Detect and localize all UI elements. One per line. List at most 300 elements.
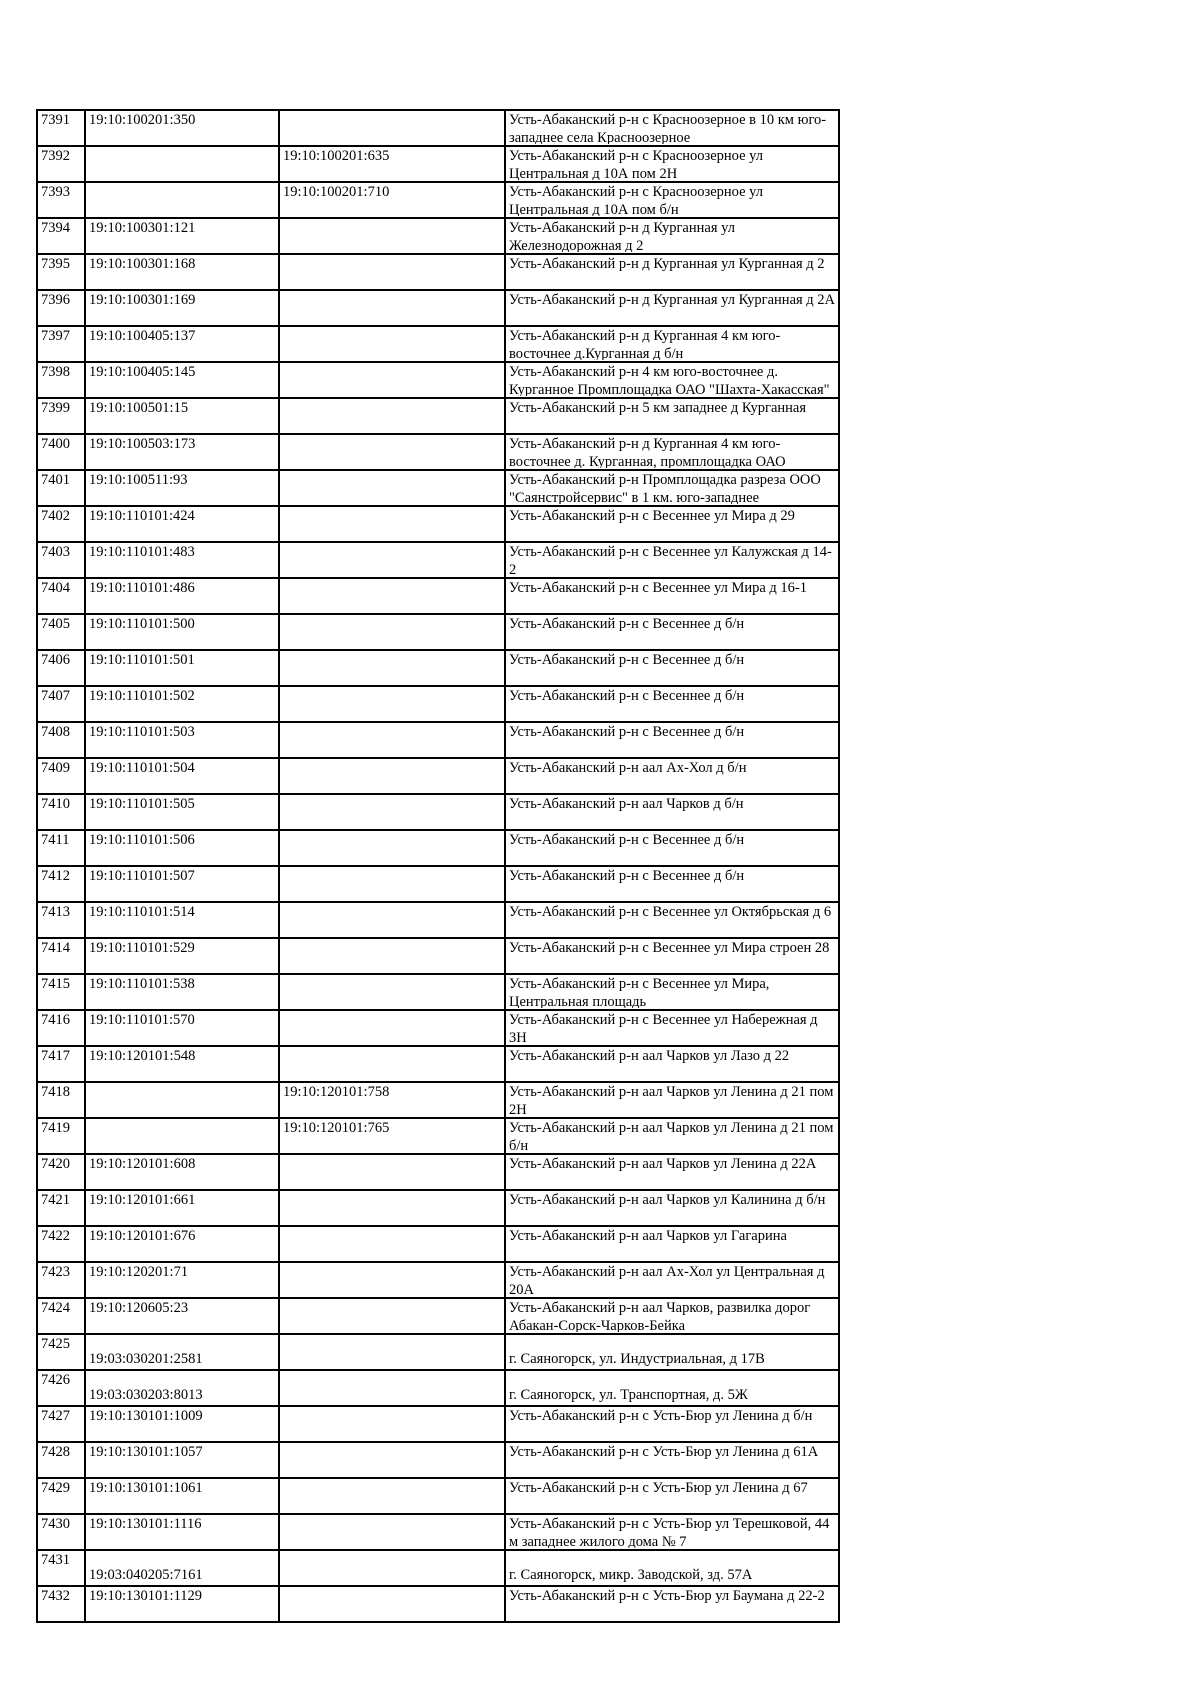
address-text: Усть-Абаканский р-н аал Чарков ул Ленина д 21 пом 2Н: [509, 1084, 834, 1116]
cadastral-number-cell: [85, 434, 279, 470]
address-cell: [505, 794, 839, 830]
cadastral-number: 19:10:110101:501: [89, 652, 195, 668]
cadastral-number: 19:10:130101:1057: [89, 1444, 203, 1460]
address-cell: [505, 1226, 839, 1262]
cadastral-number: 19:10:100201:350: [89, 112, 196, 128]
cadastral-number-cell: [85, 1154, 279, 1190]
premises-cadastral-number-cell: [279, 218, 505, 254]
premises-cadastral-number-cell: [279, 362, 505, 398]
premises-cadastral-number-cell: [279, 938, 505, 974]
address-cell: [505, 326, 839, 362]
row-number: 7401: [41, 472, 70, 488]
cadastral-number-cell: [85, 542, 279, 578]
row-number: 7430: [41, 1516, 70, 1532]
table-row: [37, 1514, 839, 1550]
premises-cadastral-number-cell: [279, 578, 505, 614]
table-row: [37, 578, 839, 614]
row-number-cell: [37, 1406, 85, 1442]
address-cell: [505, 506, 839, 542]
cadastral-number-cell: [85, 254, 279, 290]
row-number-cell: [37, 398, 85, 434]
row-number: 7432: [41, 1588, 70, 1604]
address-cell: [505, 1514, 839, 1550]
address-text: Усть-Абаканский р-н с Весеннее д б/н: [509, 868, 745, 884]
premises-cadastral-number-cell: [279, 866, 505, 902]
cadastral-number-cell: [85, 1082, 279, 1118]
cadastral-number: 19:10:120101:661: [89, 1192, 196, 1208]
address-cell: [505, 830, 839, 866]
cadastral-number: 19:10:100405:137: [89, 328, 196, 344]
premises-cadastral-number-cell: [279, 1514, 505, 1550]
row-number: 7403: [41, 544, 70, 560]
row-number-cell: [37, 434, 85, 470]
row-number: 7419: [41, 1120, 70, 1136]
row-number: 7423: [41, 1264, 70, 1280]
address-cell: [505, 1298, 839, 1334]
address-text: Усть-Абаканский р-н д Курганная ул Курганная д 2А: [509, 292, 836, 308]
cadastral-number: 19:10:130101:1129: [89, 1588, 203, 1604]
premises-cadastral-number-cell: [279, 398, 505, 434]
address-cell: [505, 542, 839, 578]
address-text: г. Саяногорск, микр. Заводской, зд. 57А: [509, 1567, 753, 1583]
address-cell: [505, 722, 839, 758]
cadastral-number: 19:10:110101:570: [89, 1012, 195, 1028]
cadastral-number-cell: [85, 362, 279, 398]
row-number: 7408: [41, 724, 70, 740]
row-number: 7399: [41, 400, 70, 416]
premises-cadastral-number-cell: [279, 290, 505, 326]
cadastral-number: 19:10:110101:538: [89, 976, 195, 992]
table-row: [37, 1226, 839, 1262]
row-number-cell: [37, 1262, 85, 1298]
address-cell: [505, 974, 839, 1010]
cadastral-number: 19:10:110101:529: [89, 940, 195, 956]
table-row: [37, 542, 839, 578]
address-cell: [505, 1406, 839, 1442]
cadastral-number-cell: [85, 614, 279, 650]
row-number: 7402: [41, 508, 70, 524]
row-number: 7422: [41, 1228, 70, 1244]
address-cell: [505, 1010, 839, 1046]
premises-cadastral-number-cell: [279, 1046, 505, 1082]
row-number: 7417: [41, 1048, 70, 1064]
cadastral-number-cell: [85, 578, 279, 614]
address-text: Усть-Абаканский р-н с Усть-Бюр ул Ленина д 67: [509, 1480, 808, 1496]
cadastral-number-cell: [85, 1334, 279, 1370]
row-number-cell: [37, 1334, 85, 1370]
address-text: Усть-Абаканский р-н с Красноозерное ул Центральная д 10А пом 2Н: [509, 148, 764, 180]
row-number: 7394: [41, 220, 70, 236]
row-number-cell: [37, 506, 85, 542]
premises-cadastral-number-cell: [279, 650, 505, 686]
cadastral-number-cell: [85, 326, 279, 362]
row-number-cell: [37, 1154, 85, 1190]
premises-cadastral-number-cell: [279, 254, 505, 290]
cadastral-number: 19:10:130101:1116: [89, 1516, 202, 1532]
address-text: Усть-Абаканский р-н аал Чарков ул Ленина д 21 пом б/н: [509, 1120, 834, 1152]
row-number: 7425: [41, 1336, 70, 1352]
address-text: Усть-Абаканский р-н 5 км западнее д Курганная: [509, 400, 807, 416]
table-row: [37, 1154, 839, 1190]
cadastral-number: 19:10:110101:483: [89, 544, 195, 560]
cadastral-number: 19:03:030203:8013: [89, 1387, 203, 1403]
table-row: [37, 686, 839, 722]
cadastral-number: 19:10:110101:504: [89, 760, 195, 776]
row-number: 7405: [41, 616, 70, 632]
premises-cadastral-number-cell: [279, 506, 505, 542]
row-number-cell: [37, 290, 85, 326]
table-row: [37, 794, 839, 830]
premises-cadastral-number-cell: [279, 1334, 505, 1370]
cadastral-number: 19:10:110101:502: [89, 688, 195, 704]
row-number-cell: [37, 830, 85, 866]
cadastral-number: 19:10:100501:15: [89, 400, 189, 416]
cadastral-number-cell: [85, 866, 279, 902]
table-row: [37, 434, 839, 470]
premises-cadastral-number: 19:10:120101:765: [283, 1120, 390, 1136]
table-row: [37, 326, 839, 362]
table-row: [37, 1442, 839, 1478]
address-text: Усть-Абаканский р-н аал Чарков ул Лазо д 22: [509, 1048, 790, 1064]
row-number: 7415: [41, 976, 70, 992]
table-row: [37, 1010, 839, 1046]
row-number-cell: [37, 902, 85, 938]
premises-cadastral-number-cell: [279, 110, 505, 146]
cadastral-number-cell: [85, 1046, 279, 1082]
address-text: Усть-Абаканский р-н аал Чарков ул Калинина д б/н: [509, 1192, 826, 1208]
row-number-cell: [37, 1298, 85, 1334]
premises-cadastral-number-cell: [279, 470, 505, 506]
table-row: [37, 1262, 839, 1298]
row-number-cell: [37, 866, 85, 902]
cadastral-number-cell: [85, 722, 279, 758]
row-number: 7392: [41, 148, 70, 164]
cadastral-number-cell: [85, 1226, 279, 1262]
address-text: Усть-Абаканский р-н с Весеннее ул Мира д 29: [509, 508, 795, 524]
row-number-cell: [37, 1478, 85, 1514]
address-cell: [505, 758, 839, 794]
table-row: [37, 1298, 839, 1334]
cadastral-number-cell: [85, 1442, 279, 1478]
cadastral-number-cell: [85, 1478, 279, 1514]
address-text: Усть-Абаканский р-н с Весеннее д б/н: [509, 724, 745, 740]
address-cell: [505, 1370, 839, 1406]
row-number: 7431: [41, 1552, 70, 1568]
address-cell: [505, 1442, 839, 1478]
table-row: [37, 1478, 839, 1514]
cadastral-number-cell: [85, 830, 279, 866]
table-row: [37, 398, 839, 434]
row-number: 7411: [41, 832, 70, 848]
table-row: [37, 1406, 839, 1442]
cadastral-number-cell: [85, 1550, 279, 1586]
row-number: 7424: [41, 1300, 70, 1316]
cadastral-number: 19:10:110101:506: [89, 832, 195, 848]
cadastral-number: 19:10:110101:486: [89, 580, 195, 596]
cadastral-number: 19:10:110101:500: [89, 616, 195, 632]
table-row: [37, 254, 839, 290]
address-cell: [505, 1082, 839, 1118]
address-cell: [505, 614, 839, 650]
cadastral-number-cell: [85, 974, 279, 1010]
address-text: Усть-Абаканский р-н аал Ах-Хол ул Центральная д 20А: [509, 1264, 825, 1296]
address-text: г. Саяногорск, ул. Индустриальная, д 17В: [509, 1351, 765, 1367]
row-number: 7395: [41, 256, 70, 272]
row-number-cell: [37, 1586, 85, 1622]
row-number-cell: [37, 938, 85, 974]
table-row: [37, 362, 839, 398]
row-number: 7416: [41, 1012, 70, 1028]
address-cell: [505, 182, 839, 218]
address-cell: [505, 1334, 839, 1370]
premises-cadastral-number-cell: [279, 1406, 505, 1442]
row-number-cell: [37, 578, 85, 614]
row-number-cell: [37, 1226, 85, 1262]
cadastral-number: 19:10:100405:145: [89, 364, 196, 380]
row-number-cell: [37, 542, 85, 578]
row-number-cell: [37, 974, 85, 1010]
row-number-cell: [37, 1442, 85, 1478]
premises-cadastral-number-cell: [279, 1442, 505, 1478]
row-number-cell: [37, 1550, 85, 1586]
address-text: Усть-Абаканский р-н с Усть-Бюр ул Терешковой, 44 м западнее жилого дома № 7: [509, 1516, 830, 1548]
address-cell: [505, 1118, 839, 1154]
row-number: 7406: [41, 652, 70, 668]
table-body: [37, 110, 839, 1622]
cadastral-number-cell: [85, 1370, 279, 1406]
address-text: Усть-Абаканский р-н с Усть-Бюр ул Ленина д 61А: [509, 1444, 819, 1460]
row-number: 7397: [41, 328, 70, 344]
cadastral-number: 19:03:040205:7161: [89, 1567, 203, 1583]
cadastral-number: 19:10:100503:173: [89, 436, 196, 452]
row-number-cell: [37, 686, 85, 722]
premises-cadastral-number: 19:10:120101:758: [283, 1084, 390, 1100]
premises-cadastral-number-cell: [279, 1550, 505, 1586]
row-number-cell: [37, 758, 85, 794]
cadastral-number-cell: [85, 146, 279, 182]
row-number: 7427: [41, 1408, 70, 1424]
premises-cadastral-number-cell: [279, 758, 505, 794]
cadastral-number: 19:10:100301:121: [89, 220, 196, 236]
table-row: [37, 902, 839, 938]
address-text: Усть-Абаканский р-н с Красноозерное в 10 км юго-западнее села Красноозерное: [509, 112, 827, 144]
premises-cadastral-number: 19:10:100201:635: [283, 148, 390, 164]
row-number-cell: [37, 182, 85, 218]
row-number-cell: [37, 326, 85, 362]
address-cell: [505, 650, 839, 686]
premises-cadastral-number-cell: [279, 1190, 505, 1226]
cadastral-number-cell: [85, 1514, 279, 1550]
premises-cadastral-number-cell: [279, 1478, 505, 1514]
cadastral-number-cell: [85, 1118, 279, 1154]
table-row: [37, 146, 839, 182]
premises-cadastral-number-cell: [279, 974, 505, 1010]
address-text: Усть-Абаканский р-н аал Чарков, развилка дорог Абакан-Сорск-Чарков-Бейка: [509, 1300, 811, 1332]
cadastral-number-cell: [85, 1262, 279, 1298]
row-number: 7409: [41, 760, 70, 776]
cadastral-number-cell: [85, 938, 279, 974]
cadastral-number-cell: [85, 1586, 279, 1622]
address-cell: [505, 1154, 839, 1190]
address-text: Усть-Абаканский р-н с Весеннее д б/н: [509, 832, 745, 848]
cadastral-number-cell: [85, 1298, 279, 1334]
premises-cadastral-number-cell: [279, 1226, 505, 1262]
premises-cadastral-number-cell: [279, 1298, 505, 1334]
row-number-cell: [37, 794, 85, 830]
address-text: Усть-Абаканский р-н д Курганная ул Железнодорожная д 2: [509, 220, 735, 252]
row-number-cell: [37, 362, 85, 398]
row-number: 7429: [41, 1480, 70, 1496]
row-number: 7421: [41, 1192, 70, 1208]
row-number: 7400: [41, 436, 70, 452]
cadastral-number-cell: [85, 794, 279, 830]
table-row: [37, 1334, 839, 1370]
address-cell: [505, 866, 839, 902]
address-cell: [505, 470, 839, 506]
table-row: [37, 974, 839, 1010]
cadastral-number: 19:10:130101:1061: [89, 1480, 203, 1496]
cadastral-number-cell: [85, 110, 279, 146]
address-cell: [505, 434, 839, 470]
address-cell: [505, 938, 839, 974]
premises-cadastral-number-cell: [279, 614, 505, 650]
table-row: [37, 614, 839, 650]
table-row: [37, 830, 839, 866]
premises-cadastral-number-cell: [279, 830, 505, 866]
address-text: Усть-Абаканский р-н д Курганная 4 км юго-восточнее д.Курганная д б/н: [509, 328, 781, 360]
cadastral-number-cell: [85, 650, 279, 686]
cadastral-number-cell: [85, 506, 279, 542]
cadastral-number-cell: [85, 1406, 279, 1442]
row-number-cell: [37, 1010, 85, 1046]
table-row: [37, 1118, 839, 1154]
address-text: Усть-Абаканский р-н с Весеннее ул Мира, Центральная площадь: [509, 976, 770, 1008]
address-text: Усть-Абаканский р-н д Курганная 4 км юго-восточнее д. Курганная, промплощадка ОАО: [509, 436, 786, 468]
row-number-cell: [37, 614, 85, 650]
address-text: Усть-Абаканский р-н с Весеннее ул Набережная д 3Н: [509, 1012, 818, 1044]
row-number-cell: [37, 218, 85, 254]
cadastral-number: 19:10:120101:676: [89, 1228, 196, 1244]
row-number: 7407: [41, 688, 70, 704]
cadastral-number-cell: [85, 686, 279, 722]
table-row: [37, 758, 839, 794]
row-number-cell: [37, 1370, 85, 1406]
address-cell: [505, 362, 839, 398]
table-row: [37, 1190, 839, 1226]
address-text: Усть-Абаканский р-н с Усть-Бюр ул Баумана д 22-2: [509, 1588, 825, 1604]
table-row: [37, 1370, 839, 1406]
premises-cadastral-number-cell: [279, 1154, 505, 1190]
address-text: Усть-Абаканский р-н аал Чарков ул Ленина д 22А: [509, 1156, 817, 1172]
cadastral-number: 19:10:110101:503: [89, 724, 195, 740]
premises-cadastral-number-cell: [279, 1262, 505, 1298]
cadastral-number: 19:10:120101:608: [89, 1156, 196, 1172]
cadastral-number: 19:10:120605:23: [89, 1300, 189, 1316]
address-cell: [505, 290, 839, 326]
address-cell: [505, 1046, 839, 1082]
table-row: [37, 1586, 839, 1622]
premises-cadastral-number-cell: [279, 434, 505, 470]
address-cell: [505, 1586, 839, 1622]
address-cell: [505, 902, 839, 938]
premises-cadastral-number: 19:10:100201:710: [283, 184, 390, 200]
address-text: Усть-Абаканский р-н с Весеннее ул Октябрьская д 6: [509, 904, 832, 920]
cadastral-number: 19:10:110101:507: [89, 868, 195, 884]
premises-cadastral-number-cell: [279, 182, 505, 218]
table-row: [37, 470, 839, 506]
premises-cadastral-number-cell: [279, 686, 505, 722]
address-text: Усть-Абаканский р-н с Весеннее д б/н: [509, 688, 745, 704]
table-row: [37, 218, 839, 254]
row-number: 7418: [41, 1084, 70, 1100]
address-text: Усть-Абаканский р-н с Весеннее д б/н: [509, 616, 745, 632]
address-cell: [505, 1262, 839, 1298]
table-row: [37, 866, 839, 902]
table-row: [37, 182, 839, 218]
row-number-cell: [37, 722, 85, 758]
row-number: 7412: [41, 868, 70, 884]
address-cell: [505, 254, 839, 290]
cadastral-number: 19:10:110101:424: [89, 508, 195, 524]
row-number-cell: [37, 146, 85, 182]
premises-cadastral-number-cell: [279, 1082, 505, 1118]
row-number: 7410: [41, 796, 70, 812]
cadastral-number: 19:10:100301:169: [89, 292, 196, 308]
premises-cadastral-number-cell: [279, 1586, 505, 1622]
cadastral-number-cell: [85, 218, 279, 254]
cadastral-number-cell: [85, 470, 279, 506]
address-text: Усть-Абаканский р-н аал Ах-Хол д б/н: [509, 760, 747, 776]
premises-cadastral-number-cell: [279, 146, 505, 182]
premises-cadastral-number-cell: [279, 1370, 505, 1406]
address-text: Усть-Абаканский р-н с Весеннее ул Мира д 16-1: [509, 580, 808, 596]
cadastral-number: 19:10:110101:514: [89, 904, 195, 920]
row-number-cell: [37, 254, 85, 290]
address-cell: [505, 686, 839, 722]
row-number-cell: [37, 470, 85, 506]
address-text: Усть-Абаканский р-н аал Чарков д б/н: [509, 796, 744, 812]
address-text: Усть-Абаканский р-н аал Чарков ул Гагарина: [509, 1228, 787, 1244]
cadastral-number: 19:10:100511:93: [89, 472, 188, 488]
premises-cadastral-number-cell: [279, 326, 505, 362]
row-number: 7426: [41, 1372, 70, 1388]
table-row: [37, 722, 839, 758]
cadastral-number: 19:10:130101:1009: [89, 1408, 203, 1424]
address-cell: [505, 578, 839, 614]
cadastral-number: 19:03:030201:2581: [89, 1351, 203, 1367]
table-row: [37, 1550, 839, 1586]
cadastral-number: 19:10:120101:548: [89, 1048, 196, 1064]
address-cell: [505, 1190, 839, 1226]
row-number: 7414: [41, 940, 70, 956]
address-text: Усть-Абаканский р-н д Курганная ул Курганная д 2: [509, 256, 825, 272]
premises-cadastral-number-cell: [279, 794, 505, 830]
cadastral-number-cell: [85, 398, 279, 434]
address-cell: [505, 1550, 839, 1586]
address-text: Усть-Абаканский р-н 4 км юго-восточнее д. Курганное Промплощадка ОАО "Шахта-Хакасская": [509, 364, 830, 396]
address-cell: [505, 110, 839, 146]
address-text: Усть-Абаканский р-н с Весеннее ул Мира строен 28: [509, 940, 830, 956]
table-row: [37, 1046, 839, 1082]
cadastral-number: 19:10:120201:71: [89, 1264, 189, 1280]
address-text: Усть-Абаканский р-н с Усть-Бюр ул Ленина д б/н: [509, 1408, 813, 1424]
row-number: 7413: [41, 904, 70, 920]
property-table: [36, 109, 840, 1623]
row-number-cell: [37, 650, 85, 686]
address-text: г. Саяногорск, ул. Транспортная, д. 5Ж: [509, 1387, 748, 1403]
row-number: 7393: [41, 184, 70, 200]
row-number-cell: [37, 1118, 85, 1154]
